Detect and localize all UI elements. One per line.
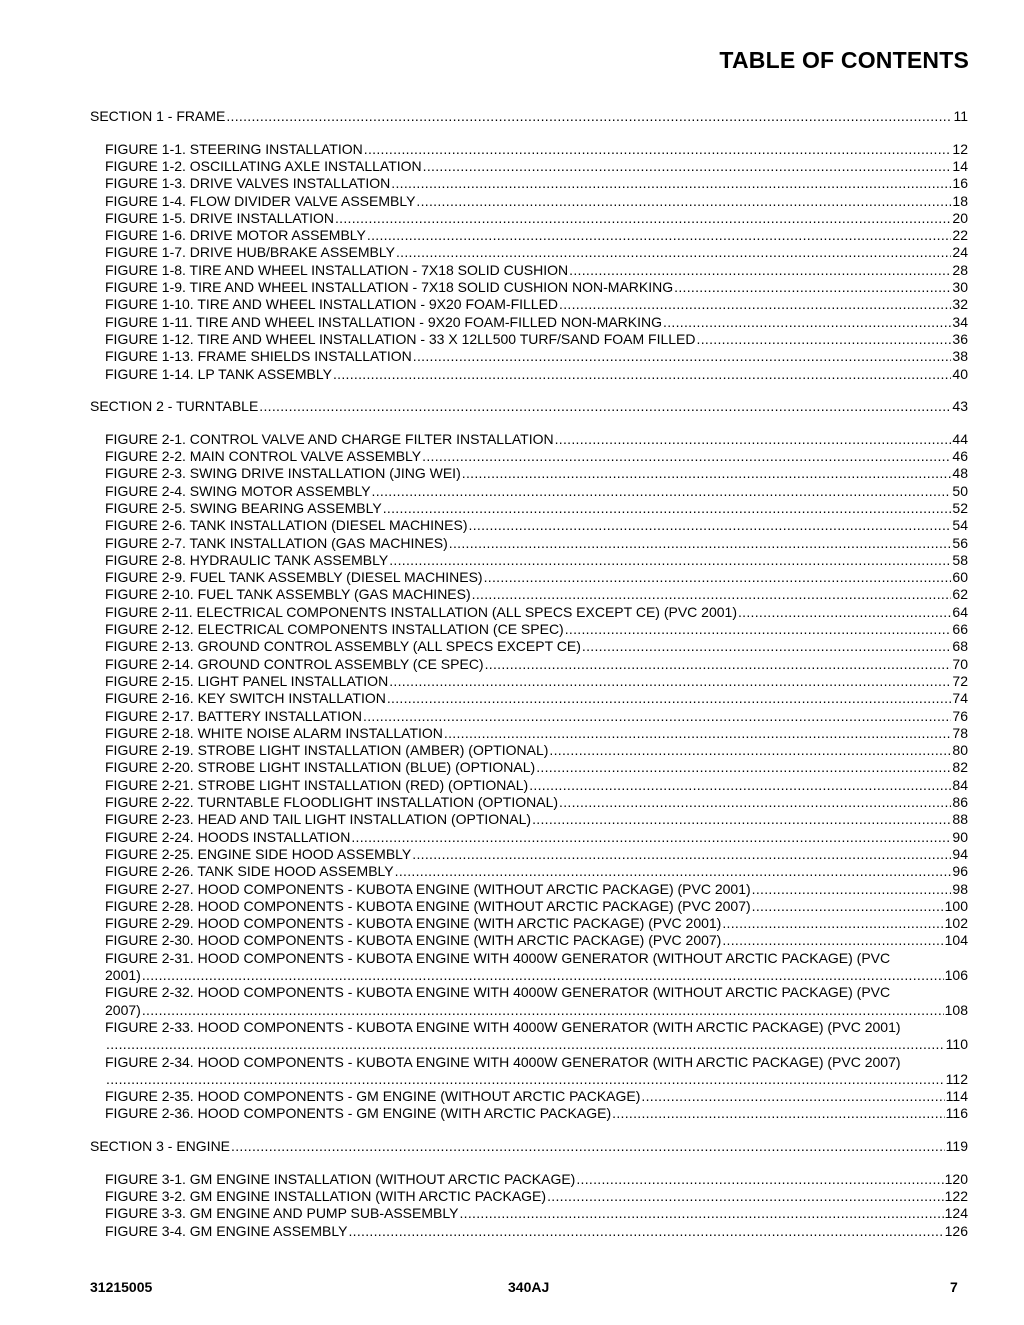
toc-figure-entry[interactable]: [105, 915, 968, 932]
dot-leader: [612, 1105, 945, 1122]
toc-entry-label: FIGURE 2-14. GROUND CONTROL ASSEMBLY (CE SPEC): [105, 655, 484, 672]
toc-entry-label: FIGURE 1-12. TIRE AND WHEEL INSTALLATION - 33 X 12LL500 TURF/SAND FOAM FILLED: [105, 330, 696, 347]
dot-leader: [416, 193, 951, 210]
toc-figure-entry[interactable]: [105, 448, 968, 465]
dot-leader: [469, 517, 952, 534]
dot-leader: [348, 1223, 943, 1240]
toc-section-entry[interactable]: [90, 1138, 968, 1155]
toc-entry-label: FIGURE 2-31. HOOD COMPONENTS - KUBOTA ENGINE WITH 4000W GENERATOR (WITHOUT ARCTIC PACKAGE) (PVC: [105, 949, 891, 966]
page-title: TABLE OF CONTENTS: [719, 47, 969, 73]
toc-figure-entry[interactable]: [105, 569, 968, 586]
toc-figure-entry[interactable]: [105, 483, 968, 500]
dot-leader: [142, 1002, 944, 1019]
toc-page-number: 126: [944, 1222, 968, 1239]
toc-figure-entry-continuation[interactable]: [105, 967, 968, 984]
toc-figure-entry[interactable]: [105, 586, 968, 603]
dot-leader: [752, 881, 952, 898]
toc-page-number: 40: [952, 365, 968, 382]
dot-leader: [444, 725, 952, 742]
toc-figure-entry[interactable]: [105, 500, 968, 517]
toc-page-number: 94: [952, 845, 968, 862]
toc-page-number: 88: [952, 811, 968, 828]
dot-leader: [752, 898, 944, 915]
toc-entry-label: FIGURE 2-28. HOOD COMPONENTS - KUBOTA ENGINE (WITHOUT ARCTIC PACKAGE) (PVC 2007): [105, 897, 751, 914]
toc-figure-entry[interactable]: [105, 517, 968, 534]
toc-entry-label: FIGURE 2-34. HOOD COMPONENTS - KUBOTA ENGINE WITH 4000W GENERATOR (WITH ARCTIC PACKAGE) (PVC 2007): [105, 1053, 901, 1070]
toc-page-number: 106: [944, 967, 968, 983]
toc-page-number: 80: [952, 742, 968, 759]
dot-leader: [226, 108, 952, 125]
toc-page-number: 124: [944, 1205, 968, 1222]
toc-figure-entry[interactable]: [105, 708, 968, 725]
toc-entry-label: FIGURE 1-13. FRAME SHIELDS INSTALLATION: [105, 348, 412, 365]
dot-leader: [549, 742, 951, 759]
toc-figure-entry[interactable]: [105, 846, 968, 863]
dot-leader: [582, 638, 952, 655]
toc-figure-entry[interactable]: [105, 210, 968, 227]
toc-figure-entry-continuation[interactable]: [105, 1071, 968, 1088]
toc-figure-entry[interactable]: [105, 348, 968, 365]
toc-page-number: 36: [952, 330, 968, 347]
toc-page-number: 120: [944, 1170, 968, 1187]
toc-figure-entry[interactable]: [105, 244, 968, 261]
toc-page-number: 12: [952, 140, 968, 157]
toc-page-number: 22: [952, 227, 968, 244]
toc-entry-label: FIGURE 1-5. DRIVE INSTALLATION: [105, 209, 334, 226]
toc-figure-entry[interactable]: [105, 1105, 968, 1122]
model-name: 340AJ: [508, 1279, 550, 1295]
toc-page-number: 64: [952, 603, 968, 620]
toc-page-number: 68: [952, 638, 968, 655]
toc-entry-label: FIGURE 2-8. HYDRAULIC TANK ASSEMBLY: [105, 551, 389, 568]
toc-page-number: 86: [952, 794, 968, 810]
toc-entry-label: FIGURE 2-10. FUEL TANK ASSEMBLY (GAS MACHINES): [105, 586, 471, 603]
toc-page-number: 84: [952, 776, 968, 793]
dot-leader: [663, 314, 951, 331]
toc-page-number: 72: [952, 672, 968, 689]
toc-page-number: 20: [952, 209, 968, 226]
dot-leader: [363, 708, 951, 725]
dot-leader: [395, 863, 952, 880]
dot-leader: [364, 141, 952, 158]
toc-page-number: 119: [945, 1138, 968, 1154]
toc-figure-entry[interactable]: [105, 863, 968, 880]
toc-entry-label: FIGURE 2-17. BATTERY INSTALLATION: [105, 707, 362, 724]
toc-entry-label: FIGURE 2-13. GROUND CONTROL ASSEMBLY (ALL SPECS EXCEPT CE): [105, 638, 581, 655]
toc-section-entry[interactable]: [90, 398, 968, 415]
dot-leader: [372, 483, 952, 500]
toc-figure-entry[interactable]: [105, 331, 968, 348]
toc-page-number: 60: [952, 569, 968, 586]
toc-figure-entry[interactable]: [105, 777, 968, 794]
toc-figure-entry[interactable]: [105, 932, 968, 949]
toc-page-number: 70: [952, 655, 968, 672]
toc-page-number: 50: [952, 482, 968, 499]
toc-figure-entry[interactable]: [105, 1088, 968, 1105]
toc-page-number: 110: [945, 1036, 968, 1053]
dot-leader: [387, 690, 952, 707]
dot-leader: [422, 448, 951, 465]
dot-leader: [391, 175, 951, 192]
dot-leader: [559, 794, 951, 811]
toc-page-number: 108: [944, 1001, 968, 1018]
dot-leader: [485, 656, 952, 673]
dot-leader: [413, 348, 952, 365]
dot-leader: [674, 279, 951, 296]
toc-page-number: 44: [952, 430, 968, 447]
dot-leader: [335, 210, 951, 227]
toc-entry-label: SECTION 2 - TURNTABLE: [90, 398, 259, 415]
toc-figure-entry[interactable]: [105, 552, 968, 569]
toc-entry-label: FIGURE 2-3. SWING DRIVE INSTALLATION (JING WEI): [105, 465, 461, 482]
toc-entry-label: FIGURE 2-32. HOOD COMPONENTS - KUBOTA ENGINE WITH 4000W GENERATOR (WITHOUT ARCTIC PACKAGE) (PVC: [105, 984, 891, 1001]
toc-figure-entry[interactable]: [105, 1205, 968, 1222]
dot-leader: [351, 829, 951, 846]
toc-figure-entry[interactable]: [105, 725, 968, 742]
toc-entry-label: FIGURE 2-7. TANK INSTALLATION (GAS MACHINES): [105, 534, 448, 551]
toc-entry-label: FIGURE 2-33. HOOD COMPONENTS - KUBOTA ENGINE WITH 4000W GENERATOR (WITH ARCTIC PACKAGE) (PVC 2001): [105, 1018, 901, 1035]
toc-figure-entry[interactable]: [105, 314, 968, 331]
toc-entry-label: FIGURE 2-2. MAIN CONTROL VALVE ASSEMBLY: [105, 448, 422, 464]
toc-figure-entry[interactable]: [105, 535, 968, 552]
toc-page-number: 28: [952, 261, 968, 278]
toc-entry-label: FIGURE 2-24. HOODS INSTALLATION: [105, 828, 351, 845]
dot-leader: [449, 535, 952, 552]
toc-entry-label: FIGURE 2-21. STROBE LIGHT INSTALLATION (RED) (OPTIONAL): [105, 776, 529, 793]
toc-page-number: 58: [952, 551, 968, 568]
toc-entry-label: FIGURE 1-14. LP TANK ASSEMBLY: [105, 365, 332, 382]
toc-entry-label: FIGURE 1-6. DRIVE MOTOR ASSEMBLY: [105, 227, 366, 244]
toc-figure-entry[interactable]: [105, 279, 968, 296]
toc-entry-label: FIGURE 2-1. CONTROL VALVE AND CHARGE FILTER INSTALLATION: [105, 430, 554, 447]
toc-entry-label: FIGURE 1-2. OSCILLATING AXLE INSTALLATION: [105, 157, 422, 174]
toc-figure-entry[interactable]: [105, 431, 968, 448]
toc-entry-label: FIGURE 2-18. WHITE NOISE ALARM INSTALLATION: [105, 724, 443, 741]
toc-entry-label: FIGURE 1-11. TIRE AND WHEEL INSTALLATION - 9X20 FOAM-FILLED NON-MARKING: [105, 313, 662, 330]
toc-entry-label: FIGURE 2-25. ENGINE SIDE HOOD ASSEMBLY: [105, 845, 412, 862]
toc-page-number: 16: [952, 175, 968, 192]
page-number: 7: [950, 1279, 958, 1295]
toc-entry-label: FIGURE 2-27. HOOD COMPONENTS - KUBOTA ENGINE (WITHOUT ARCTIC PACKAGE) (PVC 2001): [105, 880, 751, 897]
dot-leader: [569, 262, 951, 279]
dot-leader: [472, 586, 952, 603]
toc-page-number: 122: [944, 1187, 968, 1204]
toc-page-number: 82: [952, 759, 968, 776]
toc-figure-entry[interactable]: [105, 690, 968, 707]
toc-figure-entry[interactable]: [105, 366, 968, 383]
toc-entry-label: FIGURE 2-26. TANK SIDE HOOD ASSEMBLY: [105, 863, 394, 880]
toc-entry-label-continuation: 2001): [105, 967, 141, 983]
toc-page-number: 102: [944, 915, 968, 932]
dot-leader: [389, 552, 951, 569]
toc-page-number: 98: [952, 880, 968, 897]
toc-entry-label: FIGURE 3-3. GM ENGINE AND PUMP SUB-ASSEMBLY: [105, 1205, 459, 1222]
dot-leader: [259, 398, 951, 415]
toc-figure-entry[interactable]: [105, 881, 968, 898]
toc-entry-label: FIGURE 2-5. SWING BEARING ASSEMBLY: [105, 499, 382, 516]
toc-entry-label: FIGURE 2-36. HOOD COMPONENTS - GM ENGINE (WITH ARCTIC PACKAGE): [105, 1105, 612, 1122]
document-number: 31215005: [90, 1279, 153, 1295]
toc-page-number: 74: [952, 690, 968, 707]
toc-figure-entry[interactable]: [105, 984, 968, 1001]
dot-leader: [738, 604, 951, 621]
toc-figure-entry[interactable]: [105, 759, 968, 776]
toc-page-number: 14: [952, 157, 968, 174]
toc-page-number: 54: [952, 517, 968, 534]
toc-page-number: 24: [952, 244, 968, 261]
toc-figure-entry[interactable]: [105, 604, 968, 621]
toc-figure-entry[interactable]: [105, 227, 968, 244]
toc-page-number: 38: [952, 348, 968, 365]
toc-page-number: 104: [944, 932, 968, 949]
toc-figure-entry[interactable]: [105, 193, 968, 210]
toc-entry-label: FIGURE 2-6. TANK INSTALLATION (DIESEL MACHINES): [105, 517, 468, 534]
toc-figure-entry[interactable]: [105, 898, 968, 915]
toc-entry-label: FIGURE 1-4. FLOW DIVIDER VALVE ASSEMBLY: [105, 192, 416, 209]
dot-leader: [547, 1188, 944, 1205]
toc-page-number: 116: [945, 1105, 968, 1122]
toc-figure-entry[interactable]: [105, 1171, 968, 1188]
dot-leader: [576, 1171, 943, 1188]
dot-leader: [641, 1088, 944, 1105]
toc-figure-entry[interactable]: [105, 829, 968, 846]
dot-leader: [459, 1205, 943, 1222]
toc-page-number: 78: [952, 724, 968, 741]
dot-leader: [484, 569, 952, 586]
toc-entry-label: FIGURE 3-4. GM ENGINE ASSEMBLY: [105, 1222, 348, 1239]
toc-figure-entry[interactable]: [105, 296, 968, 313]
toc-page-number: 96: [952, 863, 968, 880]
toc-page-number: 46: [952, 448, 968, 464]
toc-figure-entry[interactable]: [105, 621, 968, 638]
toc-entry-label: FIGURE 2-23. HEAD AND TAIL LIGHT INSTALLATION (OPTIONAL): [105, 811, 532, 828]
dot-leader: [555, 431, 952, 448]
toc-figure-entry[interactable]: [105, 175, 968, 192]
toc-figure-entry[interactable]: [105, 638, 968, 655]
toc-entry-label: SECTION 3 - ENGINE: [90, 1138, 231, 1154]
toc-entry-label: FIGURE 2-35. HOOD COMPONENTS - GM ENGINE (WITHOUT ARCTIC PACKAGE): [105, 1088, 641, 1105]
dot-leader: [106, 1036, 945, 1053]
toc-entry-label: FIGURE 1-1. STEERING INSTALLATION: [105, 140, 363, 157]
toc-entry-label: FIGURE 3-2. GM ENGINE INSTALLATION (WITH ARCTIC PACKAGE): [105, 1187, 547, 1204]
toc-figure-entry-continuation[interactable]: [105, 1002, 968, 1019]
toc-page-number: 52: [952, 499, 968, 516]
toc-figure-entry[interactable]: [105, 673, 968, 690]
dot-leader: [462, 465, 952, 482]
toc-entry-label: FIGURE 2-12. ELECTRICAL COMPONENTS INSTALLATION (CE SPEC): [105, 621, 564, 637]
dot-leader: [529, 777, 951, 794]
toc-entry-label: FIGURE 1-3. DRIVE VALVES INSTALLATION: [105, 175, 391, 192]
toc-page-number: 62: [952, 586, 968, 603]
dot-leader: [423, 158, 952, 175]
toc-entry-label: FIGURE 1-8. TIRE AND WHEEL INSTALLATION - 7X18 SOLID CUSHION: [105, 261, 569, 278]
toc-entry-label: FIGURE 2-11. ELECTRICAL COMPONENTS INSTALLATION (ALL SPECS EXCEPT CE) (PVC 2001): [105, 603, 737, 620]
toc-figure-entry[interactable]: [105, 141, 968, 158]
toc-entry-label: FIGURE 2-4. SWING MOTOR ASSEMBLY: [105, 482, 371, 499]
toc-entry-label: FIGURE 2-15. LIGHT PANEL INSTALLATION: [105, 672, 389, 689]
dot-leader: [106, 1071, 945, 1088]
toc-figure-entry[interactable]: [105, 656, 968, 673]
toc-figure-entry[interactable]: [105, 950, 968, 967]
toc-entry-label: FIGURE 2-30. HOOD COMPONENTS - KUBOTA ENGINE (WITH ARCTIC PACKAGE) (PVC 2007): [105, 932, 722, 949]
toc-figure-entry[interactable]: [105, 811, 968, 828]
toc-figure-entry[interactable]: [105, 1223, 968, 1240]
dot-leader: [383, 500, 952, 517]
toc-page-number: 18: [952, 192, 968, 209]
toc-page-number: 30: [952, 279, 968, 295]
toc-entry-label-continuation: 2007): [105, 1001, 141, 1018]
dot-leader: [536, 759, 951, 776]
toc-entry-label: FIGURE 1-7. DRIVE HUB/BRAKE ASSEMBLY: [105, 244, 395, 261]
dot-leader: [389, 673, 951, 690]
toc-entry-label: FIGURE 2-9. FUEL TANK ASSEMBLY (DIESEL MACHINES): [105, 569, 483, 586]
toc-figure-entry[interactable]: [105, 465, 968, 482]
toc-page-number: 66: [952, 621, 968, 637]
toc-entry-label: FIGURE 1-10. TIRE AND WHEEL INSTALLATION - 9X20 FOAM-FILLED: [105, 296, 559, 313]
toc-page-number: 11: [953, 108, 968, 124]
toc-figure-entry[interactable]: [105, 262, 968, 279]
toc-figure-entry[interactable]: [105, 742, 968, 759]
dot-leader: [231, 1138, 945, 1155]
toc-page-number: 112: [945, 1070, 968, 1087]
toc-page-number: 76: [952, 707, 968, 724]
toc-entry-label: FIGURE 2-16. KEY SWITCH INSTALLATION: [105, 690, 386, 707]
toc-entry-label: FIGURE 2-19. STROBE LIGHT INSTALLATION (AMBER) (OPTIONAL): [105, 742, 549, 759]
toc-page-number: 114: [945, 1088, 968, 1105]
toc-page-number: 32: [952, 296, 968, 313]
dot-leader: [367, 227, 952, 244]
dot-leader: [412, 846, 951, 863]
toc-page-number: 56: [952, 534, 968, 551]
toc-entry-label: FIGURE 3-1. GM ENGINE INSTALLATION (WITHOUT ARCTIC PACKAGE): [105, 1170, 576, 1187]
toc-page-number: 100: [944, 897, 968, 914]
dot-leader: [565, 621, 952, 638]
dot-leader: [532, 811, 951, 828]
toc-entry-label: FIGURE 2-29. HOOD COMPONENTS - KUBOTA ENGINE (WITH ARCTIC PACKAGE) (PVC 2001): [105, 915, 722, 932]
toc-page-number: 43: [952, 398, 968, 415]
toc-figure-entry-continuation[interactable]: [105, 1036, 968, 1053]
toc-page-number: 48: [952, 465, 968, 482]
toc-entry-label: FIGURE 2-20. STROBE LIGHT INSTALLATION (BLUE) (OPTIONAL): [105, 759, 536, 776]
toc-figure-entry[interactable]: [105, 1054, 968, 1071]
toc-entry-label: FIGURE 1-9. TIRE AND WHEEL INSTALLATION - 7X18 SOLID CUSHION NON-MARKING: [105, 279, 674, 295]
toc-figure-entry[interactable]: [105, 158, 968, 175]
toc-section-entry[interactable]: [90, 108, 968, 125]
toc-figure-entry[interactable]: [105, 1019, 968, 1036]
dot-leader: [722, 932, 943, 949]
toc-entry-label: FIGURE 2-22. TURNTABLE FLOODLIGHT INSTALLATION (OPTIONAL): [105, 794, 559, 810]
dot-leader: [697, 331, 952, 348]
dot-leader: [142, 967, 944, 984]
dot-leader: [396, 244, 951, 261]
toc-figure-entry[interactable]: [105, 1188, 968, 1205]
toc-page-number: 34: [952, 313, 968, 330]
toc-page-number: 90: [952, 828, 968, 845]
dot-leader: [722, 915, 943, 932]
dot-leader: [559, 296, 951, 313]
dot-leader: [333, 366, 951, 383]
toc-figure-entry[interactable]: [105, 794, 968, 811]
toc-entry-label: SECTION 1 - FRAME: [90, 108, 226, 124]
